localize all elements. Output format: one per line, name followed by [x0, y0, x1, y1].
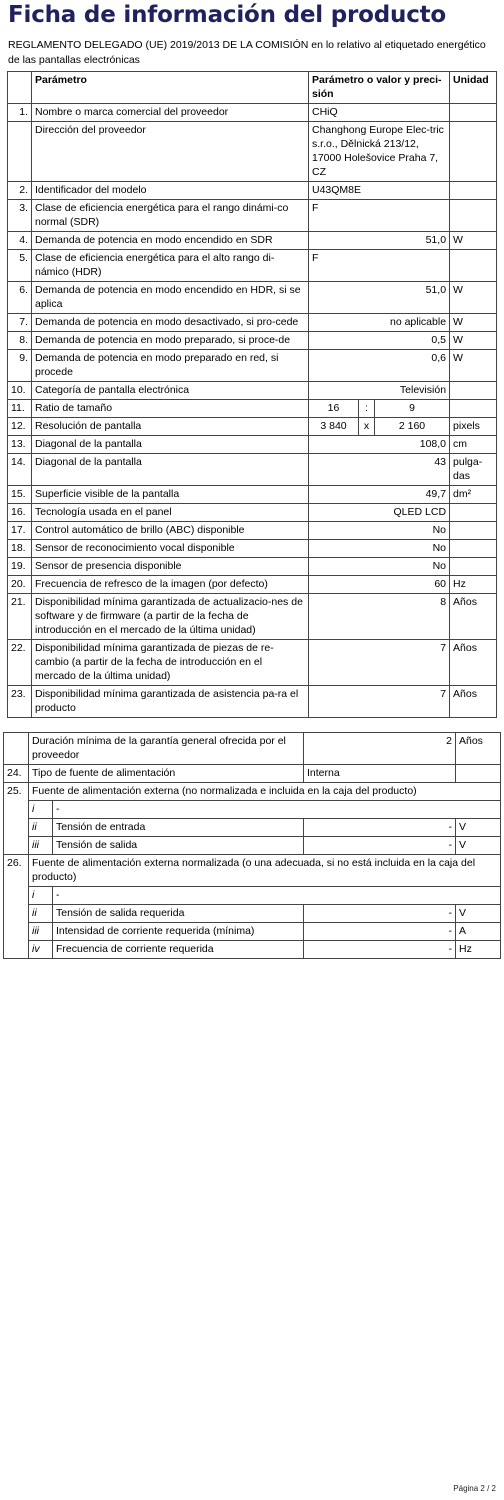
row-label: Demanda de potencia en modo preparado, si proce-de	[32, 332, 309, 350]
row-number: 15.	[8, 486, 32, 504]
table-row	[8, 576, 497, 594]
row-unit	[450, 122, 497, 182]
row-number: 8.	[8, 332, 32, 350]
row-label: Disponibilidad mínima garantizada de asistencia pa-ra el producto	[32, 686, 309, 718]
row-label: Ratio de tamaño	[32, 400, 309, 418]
row-number: 19.	[8, 558, 32, 576]
page-title: Ficha de información del producto	[8, 2, 447, 28]
table-row	[8, 122, 497, 182]
row-label: Identificador del modelo	[32, 182, 309, 200]
row-value: F	[309, 250, 450, 282]
row-label: Nombre o marca comercial del proveedor	[32, 104, 309, 122]
row-unit: dm²	[450, 486, 497, 504]
row-value: No	[309, 558, 450, 576]
row-unit: W	[450, 232, 497, 250]
row-unit: A	[456, 923, 501, 941]
row-value: Changhong Europe Elec-tric s.r.o., Dělnická 213/12, 17000 Holešovice Praha 7, CZ	[309, 122, 450, 182]
row-unit: Hz	[456, 941, 501, 959]
row-number: 9.	[8, 350, 32, 382]
sub-index: iv	[29, 941, 53, 959]
header-num-cell	[8, 72, 32, 104]
row-label: Demanda de potencia en modo desactivado, si pro-cede	[32, 314, 309, 332]
row-label: Diagonal de la pantalla	[32, 436, 309, 454]
row-value: No	[309, 540, 450, 558]
row-value: CHiQ	[309, 104, 450, 122]
row-label: Clase de eficiencia energética para el rango dinámi-co normal (SDR)	[32, 200, 309, 232]
row-value: 51,0	[309, 282, 450, 314]
row-number: 20.	[8, 576, 32, 594]
row-label: Disponibilidad mínima garantizada de piezas de re-cambio (a partir de la fecha de introducción en el mercado de la última unidad)	[32, 640, 309, 686]
row-value: U43QM8E	[309, 182, 450, 200]
table-row	[8, 314, 497, 332]
row-unit: V	[456, 905, 501, 923]
row-number: 12.	[8, 418, 32, 436]
resolution-width: 3 840	[309, 418, 359, 436]
row-number: 24.	[4, 765, 29, 783]
table-row	[4, 801, 501, 819]
table-row	[4, 837, 501, 855]
row-unit: V	[456, 837, 501, 855]
table-row	[8, 282, 497, 314]
row-value: QLED LCD	[309, 504, 450, 522]
row-unit	[450, 540, 497, 558]
row-value: -	[304, 837, 456, 855]
row-value: 0,5	[309, 332, 450, 350]
table-row	[8, 522, 497, 540]
row-label: Dirección del proveedor	[32, 122, 309, 182]
table-row	[4, 783, 501, 801]
sub-index: ii	[29, 905, 53, 923]
row-value: no aplicable	[309, 314, 450, 332]
row-value: 8	[309, 594, 450, 640]
sub-index: i	[29, 801, 53, 819]
row-number: 26.	[4, 855, 29, 887]
row-unit	[456, 765, 501, 783]
row-number: 10.	[8, 382, 32, 400]
header-unit: Unidad	[450, 72, 497, 104]
row-label: Intensidad de corriente requerida (mínima)	[53, 923, 304, 941]
row-number: 2.	[8, 182, 32, 200]
row-value: 7	[309, 686, 450, 718]
row-value: -	[304, 923, 456, 941]
table-row	[8, 418, 497, 436]
resolution-height: 2 160	[375, 418, 450, 436]
row-number	[8, 122, 32, 182]
table-row	[8, 454, 497, 486]
row-unit: Hz	[450, 576, 497, 594]
row-number: 1.	[8, 104, 32, 122]
row-unit: W	[450, 282, 497, 314]
table-row	[8, 350, 497, 382]
table-row	[4, 733, 501, 765]
row-value: -	[304, 941, 456, 959]
row-value: Televisión	[309, 382, 450, 400]
row-label: Categoría de pantalla electrónica	[32, 382, 309, 400]
regulation-subtitle: REGLAMENTO DELEGADO (UE) 2019/2013 DE LA COMISIÓN en lo relativo al etiquetado energético de las pantallas electrónicas	[8, 39, 486, 66]
table-row	[8, 250, 497, 282]
power-supply-table	[3, 732, 501, 959]
row-label: -	[53, 887, 501, 905]
row-label: Resolución de pantalla	[32, 418, 309, 436]
row-value: 7	[309, 640, 450, 686]
row-number: 17.	[8, 522, 32, 540]
row-number	[4, 819, 29, 837]
row-unit: Años	[450, 594, 497, 640]
row-number: 22.	[8, 640, 32, 686]
row-value: -	[304, 905, 456, 923]
row-value: -	[304, 819, 456, 837]
row-number	[4, 733, 29, 765]
table-row	[4, 855, 501, 887]
table-row	[8, 594, 497, 640]
row-number: 16.	[8, 504, 32, 522]
row-unit	[450, 522, 497, 540]
row-value: 108,0	[309, 436, 450, 454]
sub-index: iii	[29, 837, 53, 855]
row-value: 43	[309, 454, 450, 486]
row-value: No	[309, 522, 450, 540]
row-unit	[450, 400, 497, 418]
row-label: Frecuencia de corriente requerida	[53, 941, 304, 959]
row-label: Tecnología usada en el panel	[32, 504, 309, 522]
row-value: 2	[304, 733, 456, 765]
row-label: -	[53, 801, 501, 819]
row-unit: W	[450, 350, 497, 382]
row-unit	[450, 558, 497, 576]
row-label: Tensión de salida requerida	[53, 905, 304, 923]
table-row	[4, 819, 501, 837]
row-number	[4, 941, 29, 959]
row-number: 25.	[4, 783, 29, 801]
table-row	[8, 558, 497, 576]
row-value: 49,7	[309, 486, 450, 504]
row-label: Tipo de fuente de alimentación	[29, 765, 304, 783]
table-row	[8, 504, 497, 522]
row-unit	[450, 504, 497, 522]
table-row	[4, 941, 501, 959]
row-number: 13.	[8, 436, 32, 454]
product-info-table	[7, 71, 497, 718]
table-row	[8, 232, 497, 250]
row-unit: W	[450, 332, 497, 350]
row-label: Duración mínima de la garantía general ofrecida por el proveedor	[29, 733, 304, 765]
table-row	[8, 104, 497, 122]
sub-index: iii	[29, 923, 53, 941]
row-number	[4, 801, 29, 819]
row-label: Tensión de entrada	[53, 819, 304, 837]
row-number: 6.	[8, 282, 32, 314]
row-label: Demanda de potencia en modo encendido en SDR	[32, 232, 309, 250]
row-label: Diagonal de la pantalla	[32, 454, 309, 486]
table-row	[8, 436, 497, 454]
row-value: F	[309, 200, 450, 232]
row-number: 7.	[8, 314, 32, 332]
table-row	[4, 765, 501, 783]
row-unit: Años	[450, 640, 497, 686]
row-value: 60	[309, 576, 450, 594]
table-row	[4, 887, 501, 905]
row-value: Interna	[304, 765, 456, 783]
row-label: Tensión de salida	[53, 837, 304, 855]
table-row	[8, 400, 497, 418]
sub-index: i	[29, 887, 53, 905]
row-label: Sensor de presencia disponible	[32, 558, 309, 576]
table-row	[8, 540, 497, 558]
sub-index: ii	[29, 819, 53, 837]
row-number: 3.	[8, 200, 32, 232]
row-unit	[450, 104, 497, 122]
row-label: Fuente de alimentación externa (no normalizada e incluida en la caja del producto)	[29, 783, 501, 801]
row-number: 4.	[8, 232, 32, 250]
header-value: Parámetro o valor y preci-sión	[309, 72, 450, 104]
row-value: 51,0	[309, 232, 450, 250]
table-row	[4, 923, 501, 941]
table-row	[8, 382, 497, 400]
table-row	[8, 200, 497, 232]
row-label: Frecuencia de refresco de la imagen (por defecto)	[32, 576, 309, 594]
row-label: Sensor de reconocimiento vocal disponible	[32, 540, 309, 558]
row-number	[4, 887, 29, 905]
row-unit: cm	[450, 436, 497, 454]
row-number: 21.	[8, 594, 32, 640]
row-value: 0,6	[309, 350, 450, 382]
row-label: Demanda de potencia en modo encendido en HDR, si se aplica	[32, 282, 309, 314]
row-number: 14.	[8, 454, 32, 486]
resolution-separator: x	[359, 418, 375, 436]
table-row	[4, 905, 501, 923]
row-label: Disponibilidad mínima garantizada de actualizacio-nes de software y de firmware (a partir de la fecha de introducción en el mercado de la última unidad)	[32, 594, 309, 640]
row-label: Clase de eficiencia energética para el alto rango di-námico (HDR)	[32, 250, 309, 282]
row-unit: Años	[456, 733, 501, 765]
row-label: Control automático de brillo (ABC) disponible	[32, 522, 309, 540]
table-row	[8, 332, 497, 350]
ratio-width: 16	[309, 400, 359, 418]
row-unit	[450, 182, 497, 200]
row-number: 18.	[8, 540, 32, 558]
table-row	[8, 686, 497, 718]
row-label: Demanda de potencia en modo preparado en red, si procede	[32, 350, 309, 382]
row-label: Superficie visible de la pantalla	[32, 486, 309, 504]
table-row	[8, 486, 497, 504]
row-unit: W	[450, 314, 497, 332]
row-number: 5.	[8, 250, 32, 282]
ratio-separator: :	[359, 400, 375, 418]
page-number: Página 2 / 2	[453, 1484, 496, 1493]
row-unit: pixels	[450, 418, 497, 436]
table-row	[8, 182, 497, 200]
row-label: Fuente de alimentación externa normalizada (o una adecuada, si no está incluida en la caja del producto)	[29, 855, 501, 887]
row-unit: Años	[450, 686, 497, 718]
row-number	[4, 923, 29, 941]
header-param: Parámetro	[32, 72, 309, 104]
row-unit	[450, 200, 497, 232]
ratio-height: 9	[375, 400, 450, 418]
row-unit: pulga-das	[450, 454, 497, 486]
table-header-row	[8, 72, 497, 104]
row-unit	[450, 250, 497, 282]
row-number	[4, 837, 29, 855]
row-unit: V	[456, 819, 501, 837]
table-row	[8, 640, 497, 686]
row-number	[4, 905, 29, 923]
row-unit	[450, 382, 497, 400]
row-number: 23.	[8, 686, 32, 718]
row-number: 11.	[8, 400, 32, 418]
